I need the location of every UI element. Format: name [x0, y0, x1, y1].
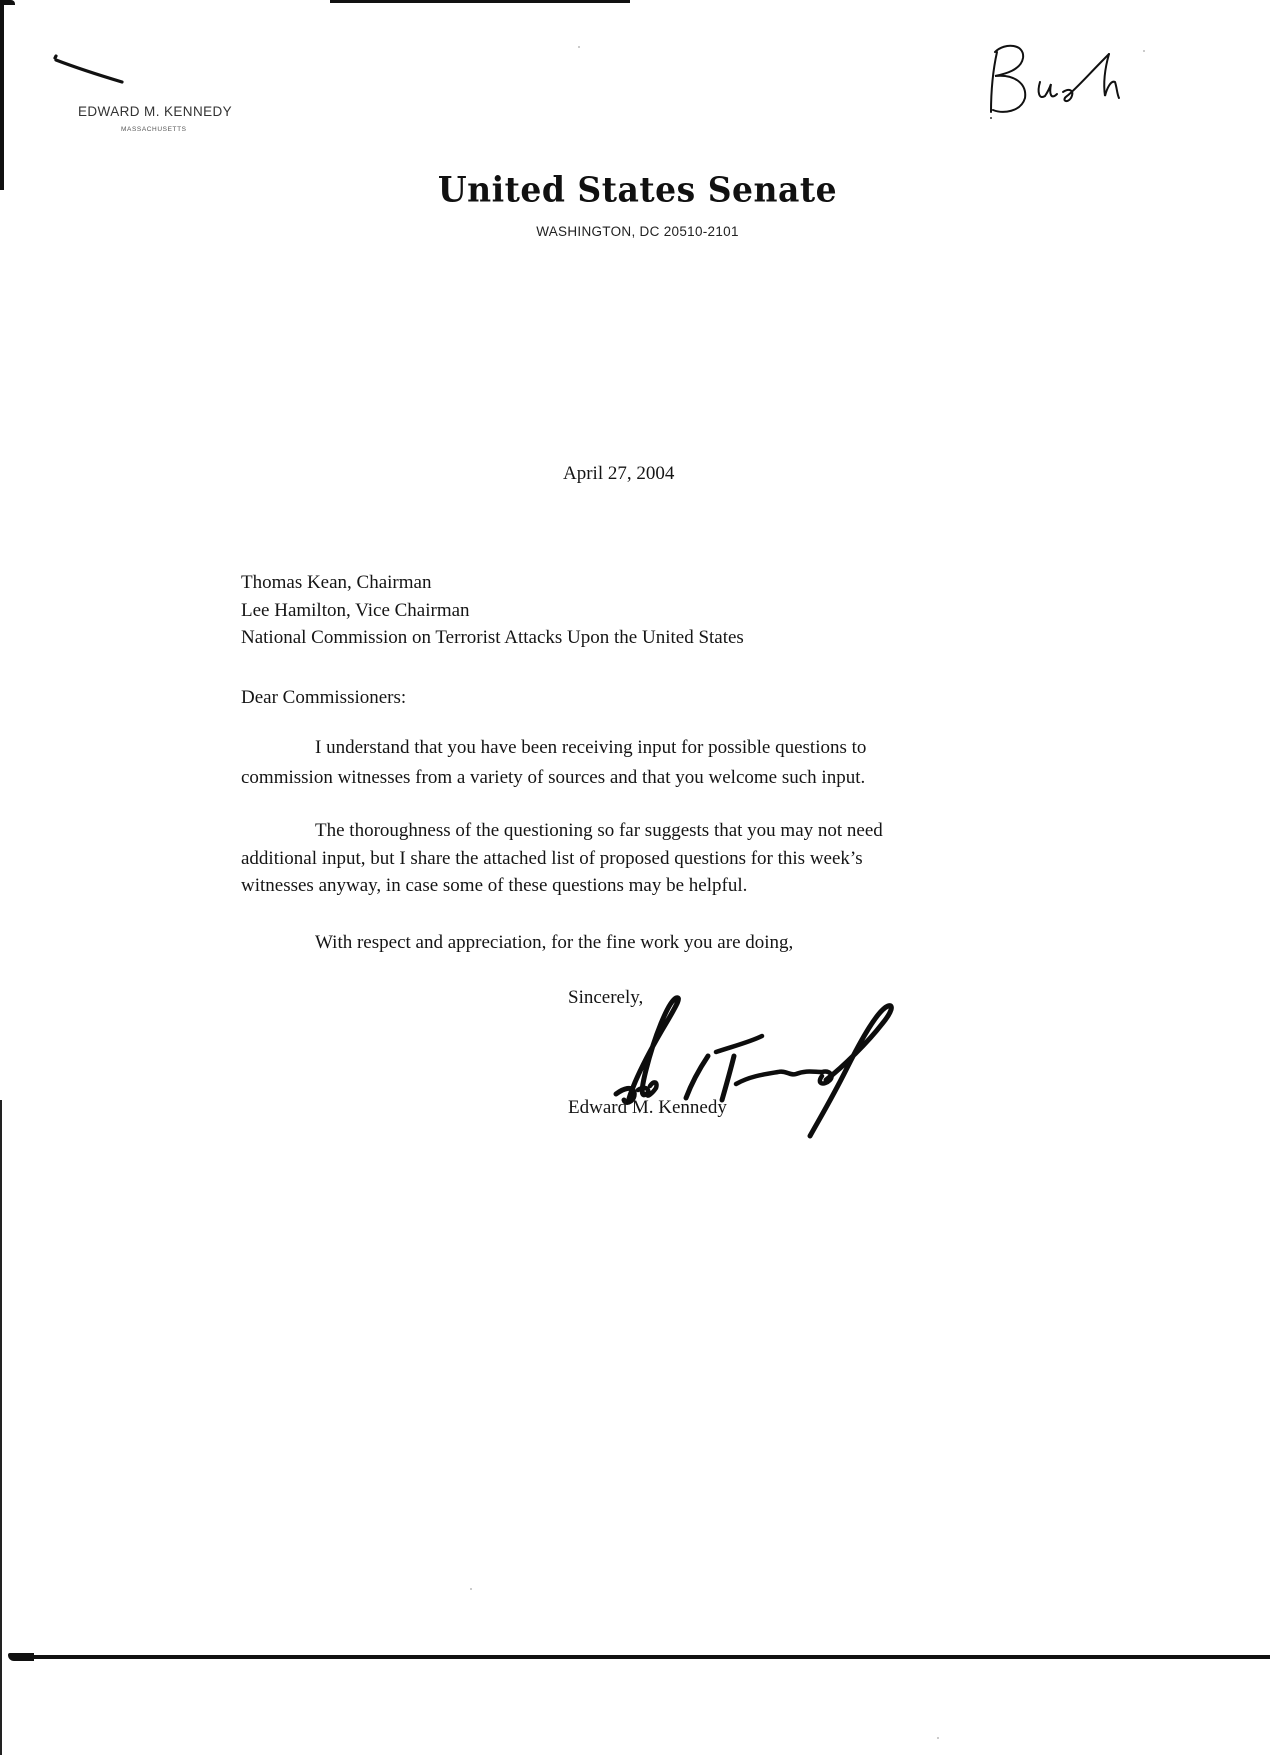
handwritten-signature — [610, 990, 910, 1145]
scan-speck — [937, 1737, 939, 1739]
recipient-line: Thomas Kean, Chairman — [241, 572, 432, 593]
scan-top-rule — [330, 0, 630, 3]
recipient-line: National Commission on Terrorist Attacks Upon the United States — [241, 627, 744, 648]
letterhead-sender-name: EDWARD M. KENNEDY — [78, 104, 233, 119]
institution-name: United States Senate — [437, 169, 838, 210]
scan-bottom-rule — [10, 1655, 1270, 1659]
signoff: Sincerely, — [568, 987, 644, 1008]
letterhead-address — [0, 224, 1275, 239]
letterhead-sender-state: MASSACHUSETTS — [121, 126, 187, 133]
handwritten-note-bush — [985, 40, 1135, 125]
paragraph-line: I understand that you have been receiving input for possible questions to — [315, 737, 867, 758]
signer-name: Edward M. Kennedy — [568, 1097, 727, 1118]
paragraph-line: additional input, but I share the attached list of proposed questions for this week’s — [241, 848, 863, 869]
address-text: WASHINGTON, DC 20510-2101 — [536, 224, 739, 239]
paragraph-line: witnesses anyway, in case some of these questions may be helpful. — [241, 875, 748, 896]
recipient-line: Lee Hamilton, Vice Chairman — [241, 600, 470, 621]
salutation: Dear Commissioners: — [241, 687, 407, 708]
scan-left-edge-mark — [0, 0, 4, 190]
scan-speck — [1143, 50, 1145, 52]
letterhead-institution — [0, 170, 1275, 209]
paragraph-line: The thoroughness of the questioning so far suggests that you may not need — [315, 820, 883, 841]
closing-line: With respect and appreciation, for the fine work you are doing, — [315, 932, 794, 953]
letterhead-slash-mark-icon — [52, 52, 128, 86]
scan-left-edge-line — [0, 1100, 2, 1755]
scan-speck — [470, 1588, 472, 1590]
scan-speck — [578, 46, 580, 48]
letter-date: April 27, 2004 — [563, 463, 675, 484]
scan-left-edge-curl — [0, 0, 15, 5]
paragraph-line: commission witnesses from a variety of sources and that you welcome such input. — [241, 767, 866, 788]
